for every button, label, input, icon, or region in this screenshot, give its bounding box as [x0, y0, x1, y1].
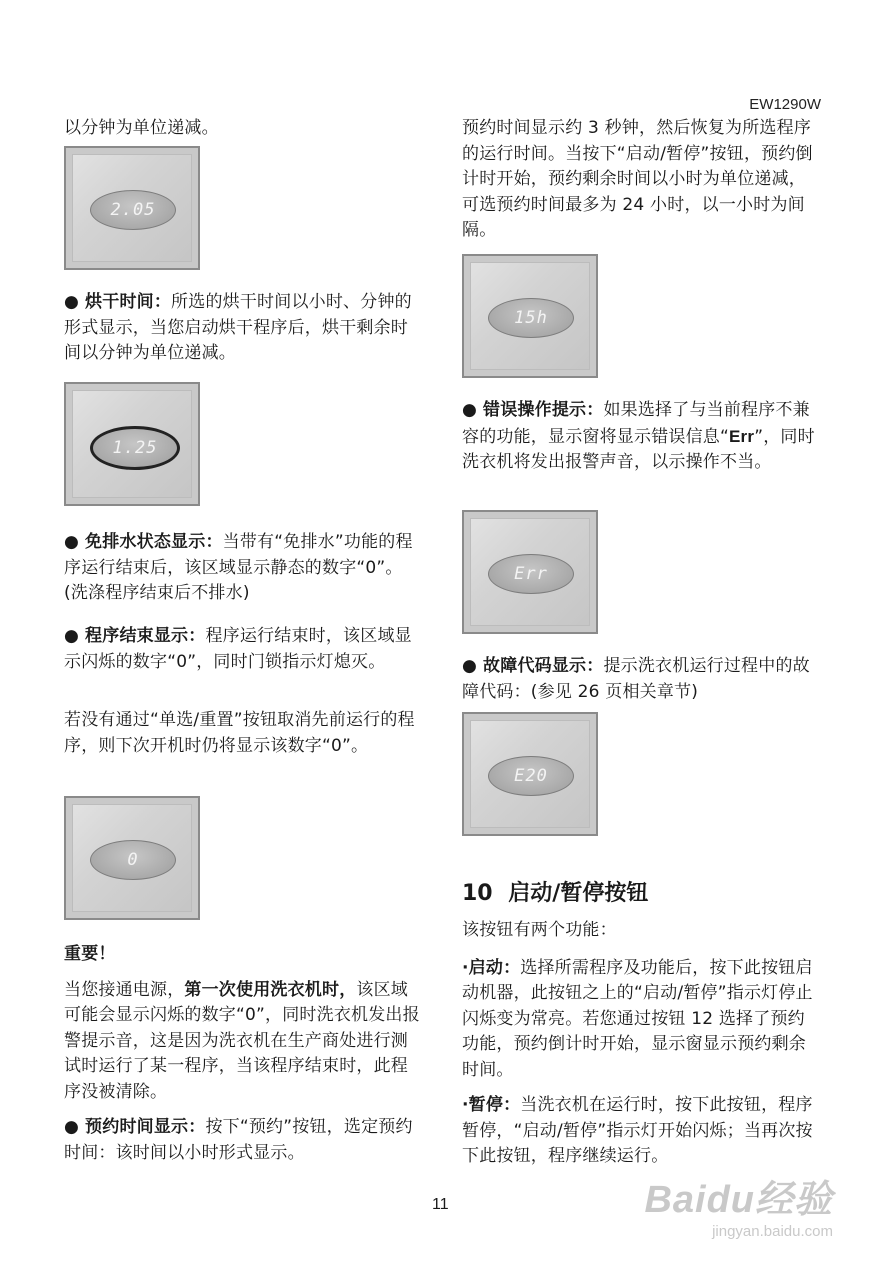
dry-time-label: 烘干时间： [85, 292, 172, 312]
model-number: EW1290W [749, 96, 821, 113]
section-intro: 该按钮有两个功能： [462, 920, 617, 940]
page-number: 11 [432, 1196, 449, 1213]
display-panel-6 [462, 712, 598, 836]
display-readout-1: 2.05 [90, 190, 176, 230]
display-readout-4: 15h [488, 298, 574, 338]
left-column [64, 116, 422, 142]
important-block [64, 942, 422, 1166]
display-panel-4 [462, 254, 598, 378]
program-end-label: 程序结束显示： [85, 626, 206, 646]
fault-code-text: 提示洗衣机运行过程中的故障代码：(参见 26 页相关章节) [462, 656, 810, 702]
right-para-1: 预约时间显示约 3 秒钟，然后恢复为所选程序的运行时间。当按下“启动/暂停”按钮，预约倒计时开始，预约剩余时间以小时为单位递减，可选预约时间最多为 24 小时，以一小时为间隔。 [462, 118, 813, 240]
no-drain-block [64, 530, 422, 607]
start-text: 选择所需程序及功能后，按下此按钮启动机器，此按钮之上的“启动/暂停”指示灯停止闪烁变为常亮。若您通过按钮 12 选择了预约功能，预约倒计时开始，显示窗显示预约剩余时间。 [462, 957, 813, 1080]
error-label: 错误操作提示： [483, 400, 604, 420]
watermark-url: jingyan.baidu.com [712, 1223, 833, 1240]
program-end-block [64, 624, 422, 675]
dot-icon: · [462, 957, 469, 978]
bullet-icon: ● [64, 1117, 80, 1137]
error-code: Err [729, 426, 755, 446]
display-panel-2 [64, 382, 200, 506]
dry-time-block [64, 290, 422, 367]
delay-time-label: 预约时间显示： [85, 1117, 206, 1137]
dot-icon: · [462, 1095, 469, 1115]
right-column [462, 116, 820, 244]
delay-time-text: 按下“预约”按钮，选定预约时间：该时间以小时形式显示。 [64, 1117, 413, 1163]
display-readout-5: Err [488, 554, 574, 594]
dry-time-text: 所选的烘干时间以小时、分钟的形式显示，当您启动烘干程序后，烘干剩余时间以分钟为单位递减。 [64, 292, 412, 363]
error-block [462, 398, 820, 476]
display-panel-1 [64, 146, 200, 270]
display-panel-5 [462, 510, 598, 634]
fault-code-label: 故障代码显示： [483, 656, 604, 676]
error-text-post: ”，同时洗衣机将发出报警声音，以示操作不当。 [462, 426, 815, 472]
section-number: 10 [462, 881, 493, 906]
important-text-pre: 当您接通电源， [64, 979, 185, 1000]
bullet-icon: ● [64, 626, 80, 646]
display-readout-2: 1.25 [90, 426, 180, 470]
error-text-pre: 如果选择了与当前程序不兼容的功能，显示窗将显示错误信息“ [462, 400, 810, 447]
section-heading [462, 876, 648, 907]
left-para-1: 以分钟为单位递减。 [64, 118, 219, 138]
important-text-bold: 第一次使用洗衣机时， [184, 979, 357, 1000]
pause-label: 暂停： [468, 1095, 521, 1115]
watermark [644, 1168, 833, 1240]
reset-text: 若没有通过“单选/重置”按钮取消先前运行的程序，则下次开机时仍将显示该数字“0”。 [64, 710, 415, 756]
pause-text: 当洗衣机在运行时，按下此按钮，程序暂停，“启动/暂停”指示灯开始闪烁；当再次按下此按钮，程序继续运行。 [462, 1095, 813, 1166]
program-end-text: 程序运行结束时，该区域显示闪烁的数字“0”，同时门锁指示灯熄灭。 [64, 626, 412, 672]
bullet-icon: ● [462, 656, 478, 676]
bullet-icon: ● [462, 400, 478, 420]
bullet-icon: ● [64, 532, 80, 552]
important-text-post: 该区域可能会显示闪烁的数字“0”，同时洗衣机发出报警提示音，这是因为洗衣机在生产商处进行测试时运行了某一程序，当该程序结束时，此程序没被清除。 [64, 979, 420, 1102]
watermark-brand: Baidu经验 [644, 1179, 833, 1221]
display-panel-3 [64, 796, 200, 920]
important-title: 重要！ [64, 944, 116, 964]
display-readout-3: 0 [90, 840, 176, 880]
reset-note [64, 708, 422, 759]
bullet-icon: ● [64, 292, 80, 312]
no-drain-label: 免排水状态显示： [85, 532, 223, 552]
display-readout-6: E20 [488, 756, 574, 796]
no-drain-text: 当带有“免排水”功能的程序运行结束后，该区域显示静态的数字“0”。(洗涤程序结束后不排水) [64, 532, 413, 603]
section-title: 启动/暂停按钮 [508, 881, 649, 906]
fault-code-block [462, 654, 820, 705]
start-label: 启动： [468, 957, 521, 978]
start-pause-block [462, 918, 820, 1170]
